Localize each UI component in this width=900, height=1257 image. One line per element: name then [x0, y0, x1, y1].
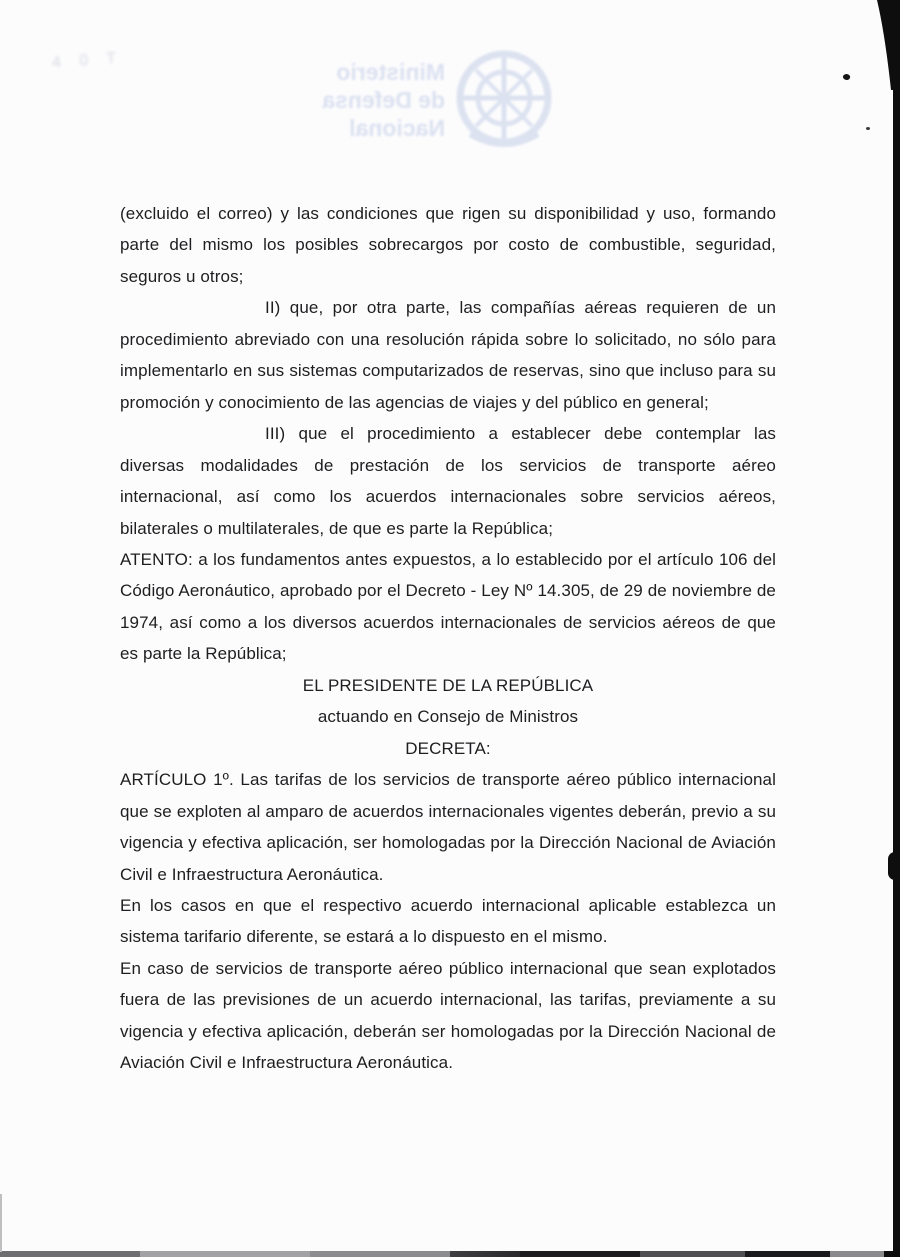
paragraph-atento: ATENTO: a los fundamentos antes expuestos, a lo establecido por el artículo 106 del Código Aeronáutico, aprobado por el Decreto - Ley Nº 14.305, de 29 de noviembre de 1974, así como a los diversos acuerdos internacionales de servicios aéreos de que es parte la República;	[120, 549, 776, 664]
faint-stamp: 4 0 T	[51, 49, 124, 72]
watermark-line-3: Nacional	[349, 115, 445, 141]
paragraph-articulo-1-cont: En los casos en que el respectivo acuerdo internacional aplicable establezca un sistema tarifario diferente, se estará a lo dispuesto en el mismo.	[120, 895, 776, 947]
line-council-of-ministers: actuando en Consejo de Ministros	[317, 707, 579, 727]
watermark-line-2: de Defensa	[322, 87, 445, 113]
watermark-line-1: Ministerio	[336, 59, 445, 85]
document-body	[120, 198, 776, 1079]
paragraph-articulo-1-cont-2: En caso de servicios de transporte aéreo público internacional que sean explotados fuera de las previsiones de un acuerdo internacional, las tarifas, previamente a su vigencia y efectiva aplicación, deberán ser homologadas por la Dirección Nacional de Aviación Civil e Infraestructura Aeronáutica.	[120, 958, 776, 1073]
paragraph-recital-iii: III) que el procedimiento a establecer debe contemplar las diversas modalidades de prestación de los servicios de transporte aéreo internacional, así como los acuerdos internacionales sobre servicios aéreos, bilaterales o multilaterales, de que es parte la República;	[120, 424, 776, 538]
ink-speck-2	[866, 127, 870, 130]
scan-strip-bottom	[0, 1251, 900, 1257]
scan-edge-bottom-left	[0, 1194, 2, 1252]
watermark-text	[285, 58, 445, 142]
scan-corner-top-right	[872, 0, 900, 90]
ministry-emblem-icon	[450, 46, 558, 158]
paragraph-recital-intro: (excluido el correo) y las condiciones que rigen su disponibilidad y uso, formando parte del mismo los posibles sobrecargos por costo de combustible, seguridad, seguros u otros;	[120, 204, 776, 286]
paragraph-recital-ii: II) que, por otra parte, las compañías aéreas requieren de un procedimiento abreviado con una resolución rápida sobre lo solicitado, no sólo para implementarlo en sus sistemas computarizados de reservas, sino que incluso para su promoción y conocimiento de las agencias de viajes y del público en general;	[120, 298, 776, 412]
bleedthrough-watermark	[285, 46, 555, 166]
scan-edge-bump	[888, 852, 900, 880]
scan-edge-right	[893, 0, 900, 1257]
line-decreta: DECRETA:	[405, 738, 491, 758]
line-president: EL PRESIDENTE DE LA REPÚBLICA	[302, 675, 594, 695]
ink-speck-1	[842, 73, 851, 81]
paragraph-articulo-1: ARTÍCULO 1º. Las tarifas de los servicios de transporte aéreo público internacional que se exploten al amparo de acuerdos internacionales vigentes deberán, previo a su vigencia y efectiva aplicación, ser homologadas por la Dirección Nacional de Aviación Civil e Infraestructura Aeronáutica.	[120, 770, 776, 884]
